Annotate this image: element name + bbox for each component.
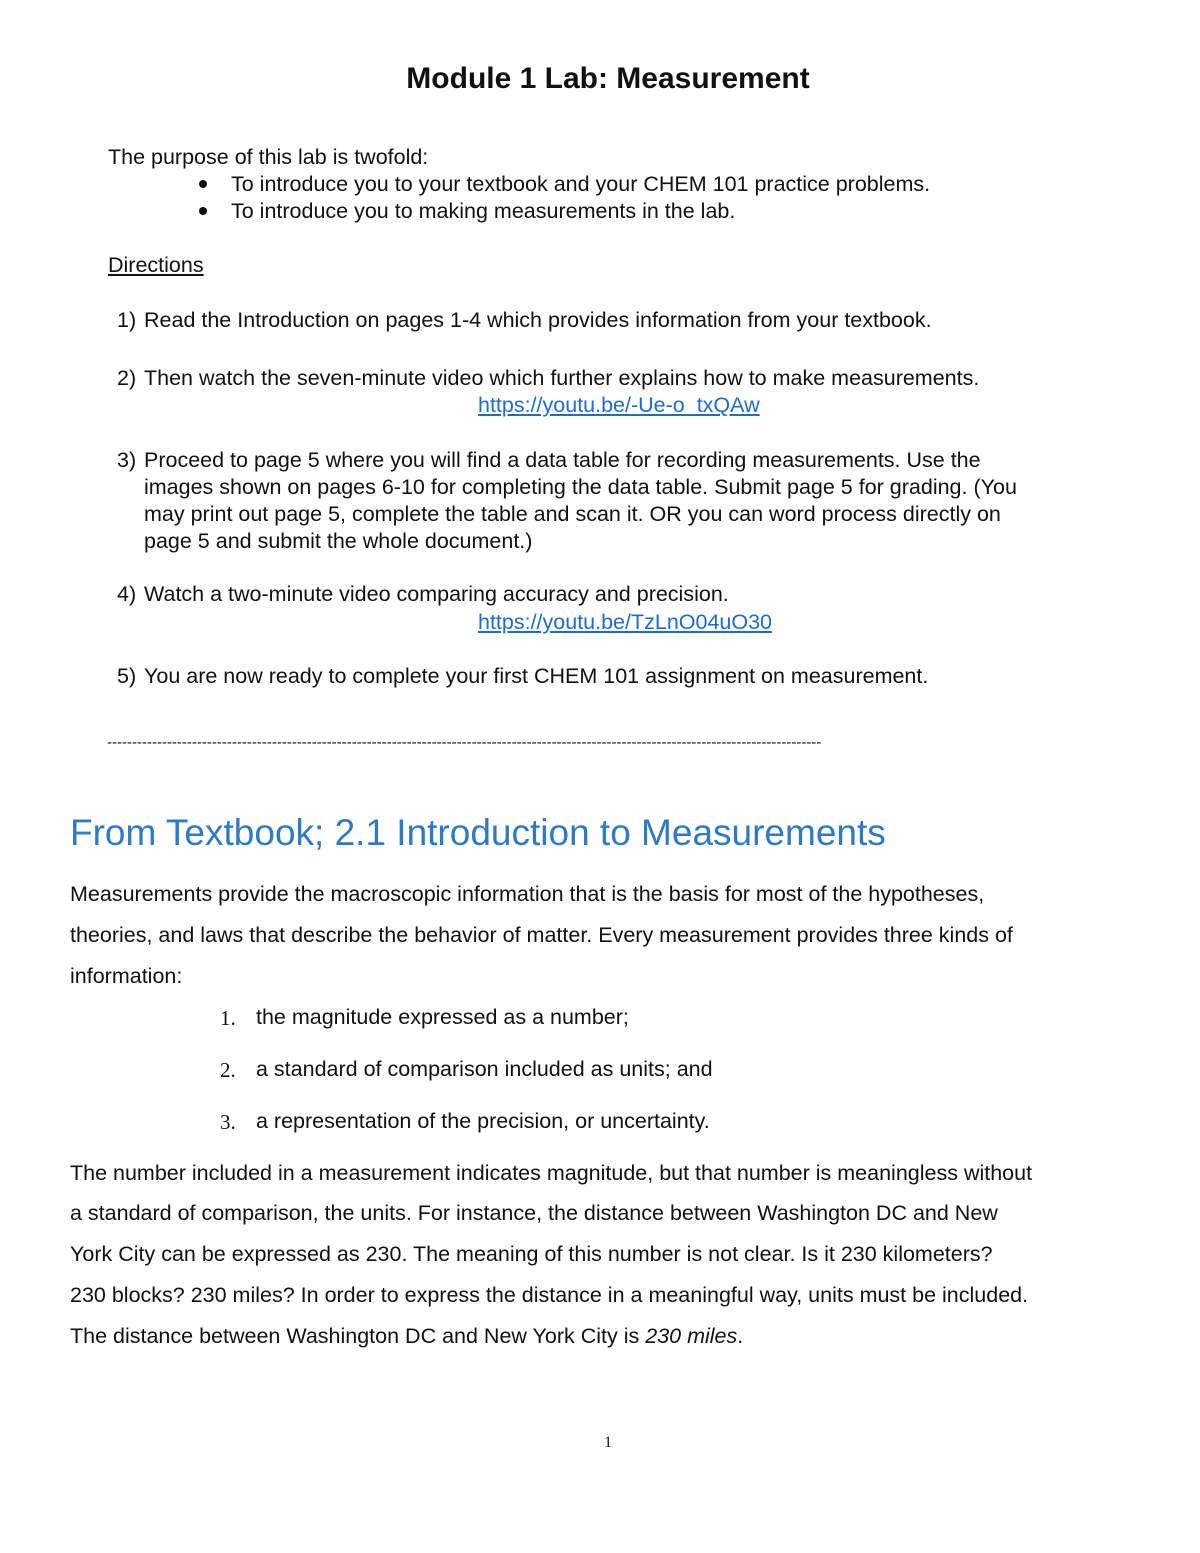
paragraph-line: a standard of comparison, the units. For instance, the distance between Washington DC and New: [70, 1201, 998, 1225]
paragraph-line: theories, and laws that describe the behavior of matter. Every measurement provides three kinds of: [70, 923, 1013, 947]
step-text: Then watch the seven-minute video which further explains how to make measurements.: [144, 366, 980, 390]
paragraph-line: York City can be expressed as 230. The meaning of this number is not clear. Is it 230 kilometers?: [70, 1242, 993, 1266]
step-text: page 5 and submit the whole document.): [144, 529, 533, 553]
step-number: 3): [117, 448, 137, 472]
section-heading: From Textbook; 2.1 Introduction to Measurements: [70, 812, 886, 853]
bullet-icon: [199, 180, 207, 188]
step-number: 4): [117, 582, 137, 606]
paragraph-text: The distance between Washington DC and New York City is: [70, 1324, 646, 1348]
paragraph-text: .: [737, 1324, 744, 1348]
paragraph-line: [70, 1324, 743, 1349]
video-link-measurements[interactable]: https://youtu.be/-Ue-o_txQAw: [478, 393, 760, 417]
step-text: Proceed to page 5 where you will find a data table for recording measurements. Use the: [144, 448, 981, 472]
step-number: 1): [117, 308, 137, 332]
paragraph-line: Measurements provide the macroscopic information that is the basis for most of the hypotheses,: [70, 882, 985, 906]
bullet-icon: [199, 207, 207, 215]
list-item: the magnitude expressed as a number;: [256, 1005, 629, 1029]
step-text: images shown on pages 6-10 for completing the data table. Submit page 5 for grading. (You: [144, 475, 1017, 499]
paragraph-line: 230 blocks? 230 miles? In order to express the distance in a meaningful way, units must be included.: [70, 1283, 1029, 1307]
step-number: 2): [117, 366, 137, 390]
list-number: 3.: [220, 1110, 236, 1134]
purpose-bullet: To introduce you to making measurements in the lab.: [231, 199, 736, 223]
step-text: Read the Introduction on pages 1-4 which provides information from your textbook.: [144, 308, 932, 332]
emphasis-text: 230 miles: [645, 1324, 738, 1348]
step-text: You are now ready to complete your first CHEM 101 assignment on measurement.: [144, 664, 929, 688]
page-number: 1: [604, 1434, 612, 1451]
list-number: 2.: [220, 1058, 236, 1082]
directions-heading: Directions: [108, 253, 204, 277]
list-number: 1.: [220, 1006, 236, 1030]
section-divider: -----------------------------------------------------------------------------------------------------------------------------------------------: [107, 734, 822, 751]
step-text: may print out page 5, complete the table and scan it. OR you can word process directly on: [144, 502, 1001, 526]
step-number: 5): [117, 664, 137, 688]
list-item: a representation of the precision, or uncertainty.: [256, 1109, 710, 1133]
purpose-bullet: To introduce you to your textbook and your CHEM 101 practice problems.: [231, 172, 931, 196]
intro-text: The purpose of this lab is twofold:: [108, 145, 429, 169]
document-title: Module 1 Lab: Measurement: [406, 62, 810, 95]
paragraph-line: The number included in a measurement indicates magnitude, but that number is meaningless without: [70, 1161, 1033, 1185]
list-item: a standard of comparison included as units; and: [256, 1057, 713, 1081]
paragraph-line: information:: [70, 964, 183, 988]
step-text: Watch a two-minute video comparing accuracy and precision.: [144, 582, 729, 606]
video-link-accuracy-precision[interactable]: https://youtu.be/TzLnO04uO30: [478, 610, 773, 634]
